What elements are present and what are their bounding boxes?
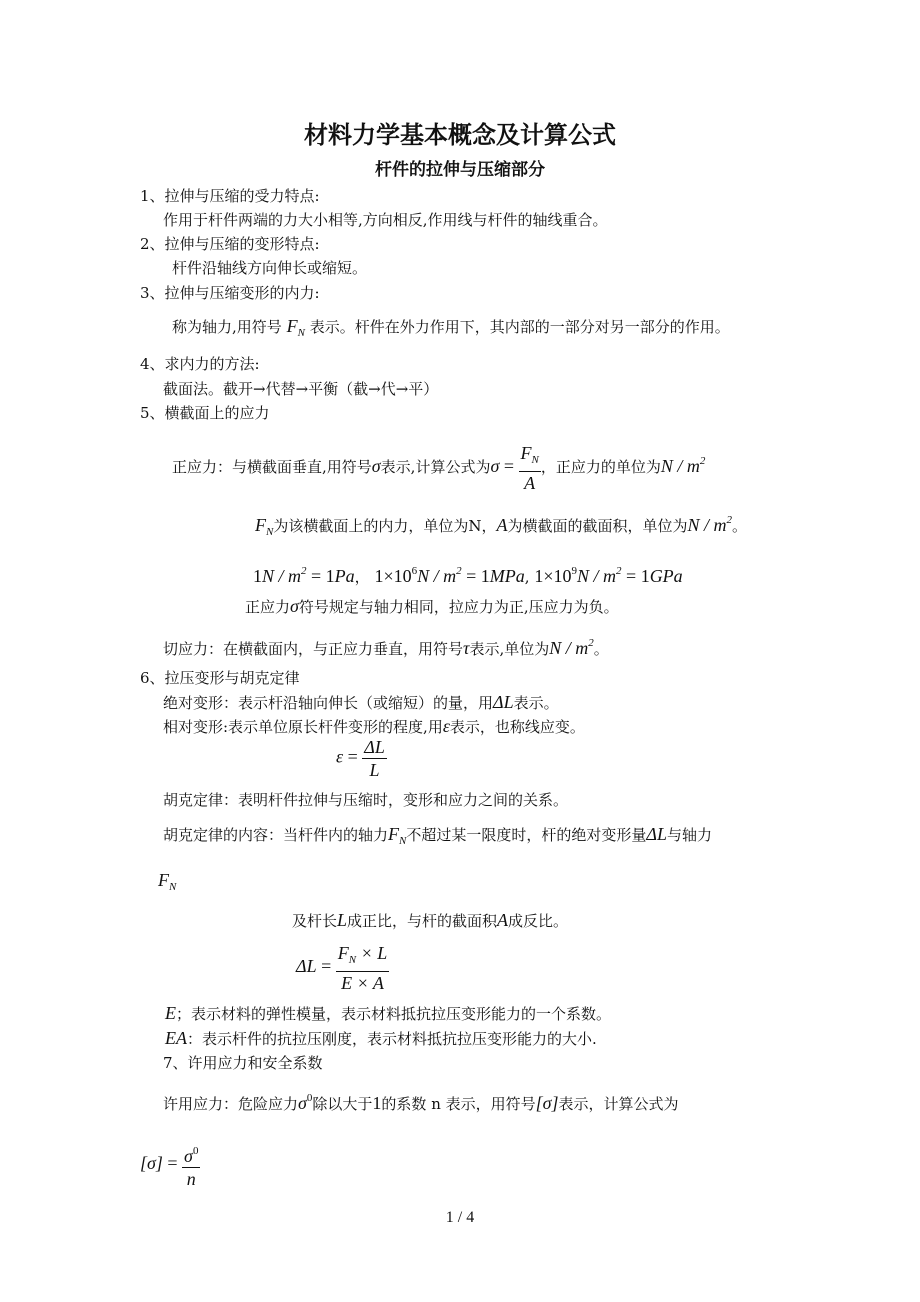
unit-conversions: $1N / m^2 = 1Pa$， $1\times 10^6N / m^2 = 1MPa$, $1\times 10^9N / m^2 = 1GPa$ xyxy=(253,565,683,586)
section-2-heading: 2、拉伸与压缩的变形特点: xyxy=(140,235,320,253)
section-1-heading: 1、拉伸与压缩的受力特点: xyxy=(140,187,320,205)
allowable-stress-formula: [σ] = $\frac{\sigma^0}{n}$ xyxy=(140,1140,200,1190)
section-3-text xyxy=(172,316,730,343)
normal-stress-line: 正应力：与横截面垂直,用符号σ表示,计算公式为σ = $\frac{F_N}{A}$ ，正应力的单位为N / $m^2$ xyxy=(172,443,706,493)
section-3-heading: 3、拉伸与压缩变形的内力: xyxy=(140,284,320,302)
axial-rigidity-desc: EA：表示杆件的抗拉压刚度，表示材料抵抗拉压变形能力的大小. xyxy=(165,1028,597,1048)
shear-stress-line: 切应力：在横截面内，与正应力垂直，用符号τ表示,单位为N / $m^2$。 xyxy=(163,637,609,658)
sign-convention: 正应力σ符号规定与轴力相同，拉应力为正,压应力为负。 xyxy=(245,596,619,616)
fn-symbol-wrap: $F_N$ xyxy=(158,870,177,893)
section-1-text: 作用于杆件两端的力大小相等,方向相反,作用线与杆件的轴线重合。 xyxy=(163,211,608,229)
page-number: 1 / 4 xyxy=(445,1209,475,1226)
absolute-deformation: 绝对变形：表示杆沿轴向伸长（或缩短）的量，用ΔL表示。 xyxy=(163,692,559,712)
allowable-stress-line: 许用应力：危险应力$\sigma^0$除以大于1的系数 n 表示，用符号[σ]表示，计算公式为 xyxy=(163,1092,679,1113)
elastic-modulus-desc: E；表示材料的弹性模量，表示材料抵抗拉压变形能力的一个系数。 xyxy=(165,1003,612,1023)
normal-stress-formula: $\frac{F_N}{A}$ xyxy=(520,443,539,493)
section-6-heading: 6、拉压变形与胡克定律 xyxy=(140,669,300,687)
fn-description: $F_N$为该横截面上的内力，单位为N，A为横截面的截面积，单位为N / $m^2$。 xyxy=(255,514,748,538)
axial-force-intro: 称为轴力,用符号 xyxy=(172,318,282,336)
hooke-law-title: 胡克定律：表明杆件拉伸与压缩时，变形和应力之间的关系。 xyxy=(163,791,569,809)
hooke-formula: ΔL = $\frac{F_N \times L}{E \times A}$ xyxy=(296,943,388,993)
hooke-law-continued: 及杆长L成正比，与杆的截面积A成反比。 xyxy=(292,910,569,930)
section-4-heading: 4、求内力的方法: xyxy=(140,355,260,373)
relative-deformation: 相对变形:表示单位原长杆件变形的程度,用ε表示，也称线应变。 xyxy=(163,716,585,736)
fn-symbol: $F_N$ xyxy=(286,316,305,339)
document-title: 材料力学基本概念及计算公式 xyxy=(304,121,616,149)
section-4-text: 截面法。截开→代替→平衡（截→代→平） xyxy=(163,380,439,398)
section-5-heading: 5、横截面上的应力 xyxy=(140,404,270,422)
section-2-text: 杆件沿轴线方向伸长或缩短。 xyxy=(172,259,368,277)
section-subtitle: 杆件的拉伸与压缩部分 xyxy=(375,160,545,180)
axial-force-desc: 表示。杆件在外力作用下，其内部的一部分对另一部分的作用。 xyxy=(309,318,730,336)
hooke-law-content: 胡克定律的内容：当杆件内的轴力$F_N$不超过某一限度时，杆的绝对变形量ΔL与轴力 xyxy=(163,824,712,847)
strain-formula: ε = $\frac{\Delta L}{L}$ xyxy=(336,737,385,780)
section-7-heading: 7、许用应力和安全系数 xyxy=(163,1054,323,1072)
